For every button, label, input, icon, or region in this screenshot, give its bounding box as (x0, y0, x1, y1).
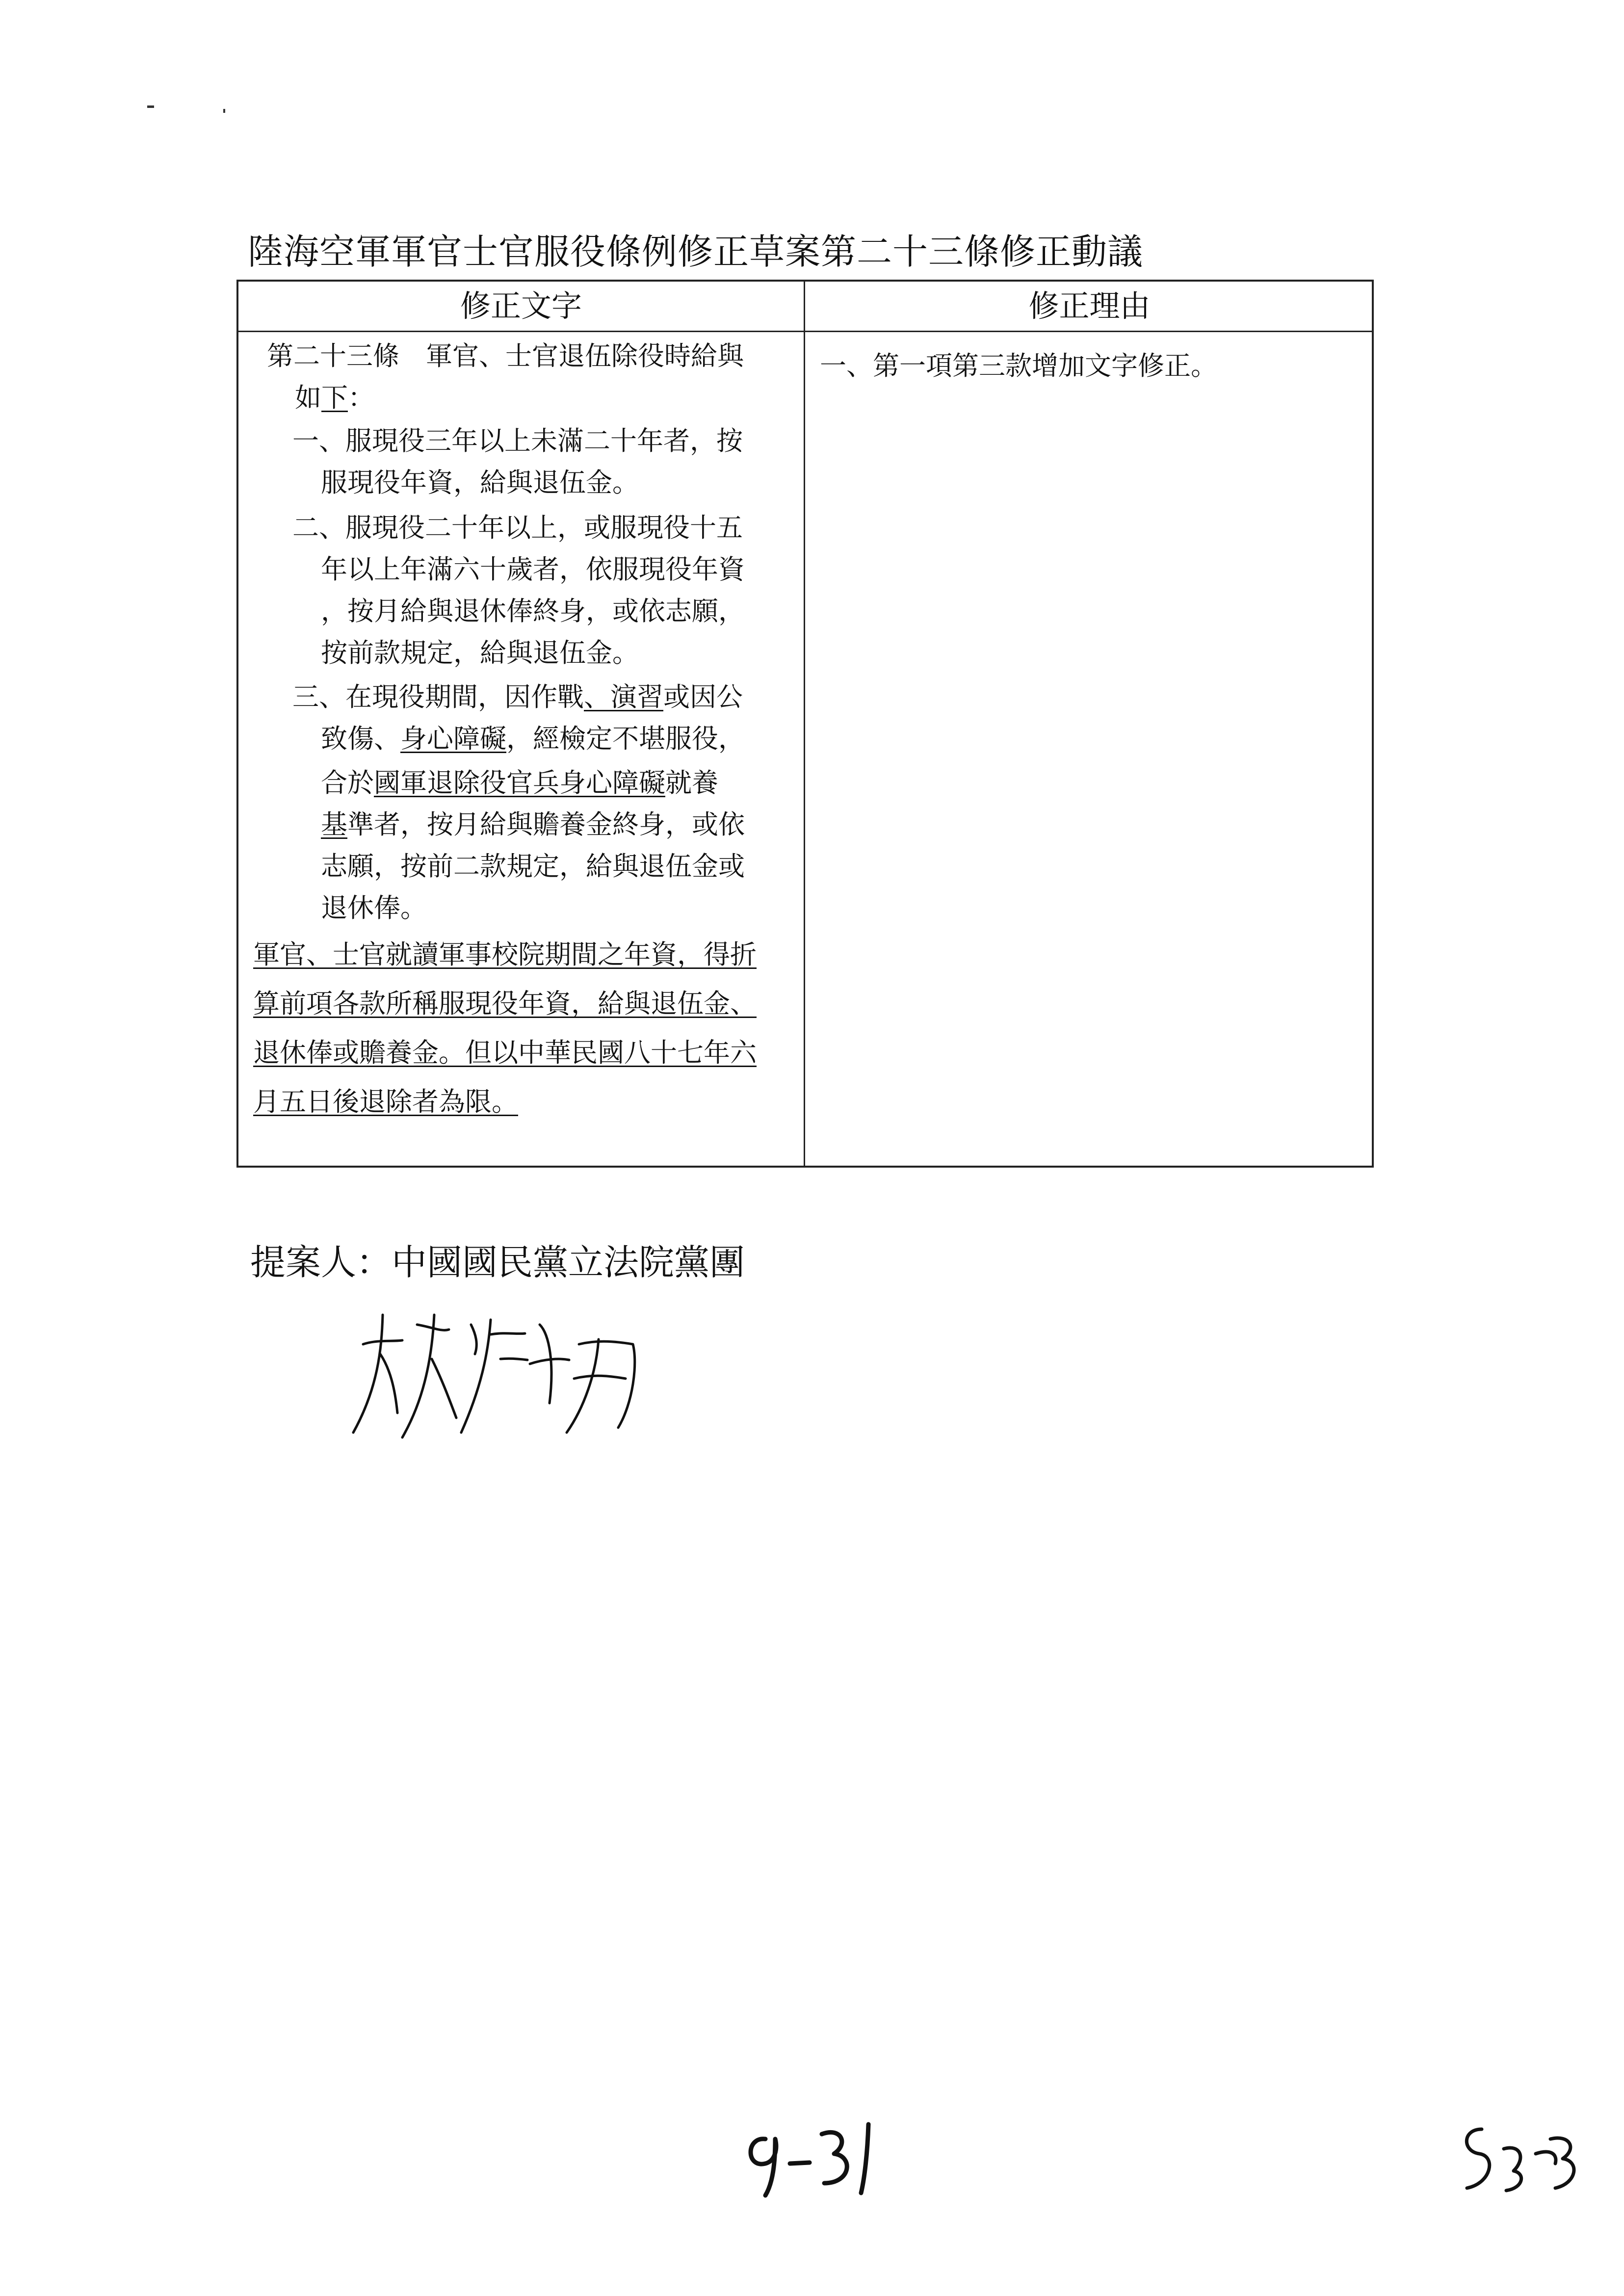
inserted-paragraph-line: 算前項各款所稱服現役年資，給與退伍金、 (253, 988, 757, 1019)
text-line: 致傷、身心障礙，經檢定不堪服役， (321, 723, 745, 754)
inserted-paragraph-line: 月五日後退除者為限。 (253, 1086, 518, 1117)
text-line: 志願，按前二款規定，給與退伍金或 (321, 851, 745, 882)
text-line: 如下： (295, 382, 374, 413)
inserted-paragraph-line: 軍官、士官就讀軍事校院期間之年資，得折 (253, 939, 757, 970)
text-line: 三、在現役期間，因作戰、演習或因公 (292, 681, 743, 712)
inserted-text: 身心障礙 (400, 723, 506, 754)
amendment-table (236, 280, 1374, 1168)
text-line: 二、服現役二十年以上，或服現役十五 (292, 512, 743, 543)
text-line: 合於國軍退除役官兵身心障礙就養 (321, 767, 718, 798)
text-line: 年以上年滿六十歲者，依服現役年資 (321, 554, 745, 585)
scan-speck (147, 105, 154, 108)
column-divider (804, 282, 805, 1166)
inserted-text: 下 (321, 382, 348, 413)
text-line: 第二十三條 軍官、士官退伍除役時給與 (267, 340, 744, 371)
text-line: ，按月給與退休俸終身，或依志願， (321, 596, 745, 626)
scan-speck (223, 109, 225, 113)
header-reason: 修正理由 (1028, 288, 1151, 324)
inserted-text: 國軍退除役官兵身心障礙 (374, 767, 665, 798)
inserted-text: 、演習 (584, 681, 663, 712)
text-line: 服現役年資，給與退伍金。 (321, 467, 639, 498)
header-divider (238, 331, 1372, 332)
reason-line: 一、第一項第三款增加文字修正。 (820, 350, 1217, 381)
text-line: 基準者，按月給與贍養金終身，或依 (321, 809, 745, 840)
document-title: 陸海空軍軍官士官服役條例修正草案第二十三條修正動議 (248, 231, 1144, 272)
handwritten-page-number (736, 2110, 903, 2208)
inserted-paragraph-line: 退休俸或贍養金。但以中華民國八十七年六 (253, 1037, 757, 1068)
text-line: 退休俸。 (321, 892, 427, 923)
header-amended-text: 修正文字 (460, 288, 582, 324)
text-line: 按前款規定，給與退伍金。 (321, 637, 639, 668)
proposer: 提案人：中國國民黨立法院黨團 (250, 1242, 745, 1283)
handwritten-corner-mark (1452, 2110, 1590, 2208)
text-line: 一、服現役三年以上未滿二十年者，按 (292, 425, 743, 456)
handwritten-signature (343, 1305, 657, 1452)
inserted-text: 基 (321, 809, 347, 840)
